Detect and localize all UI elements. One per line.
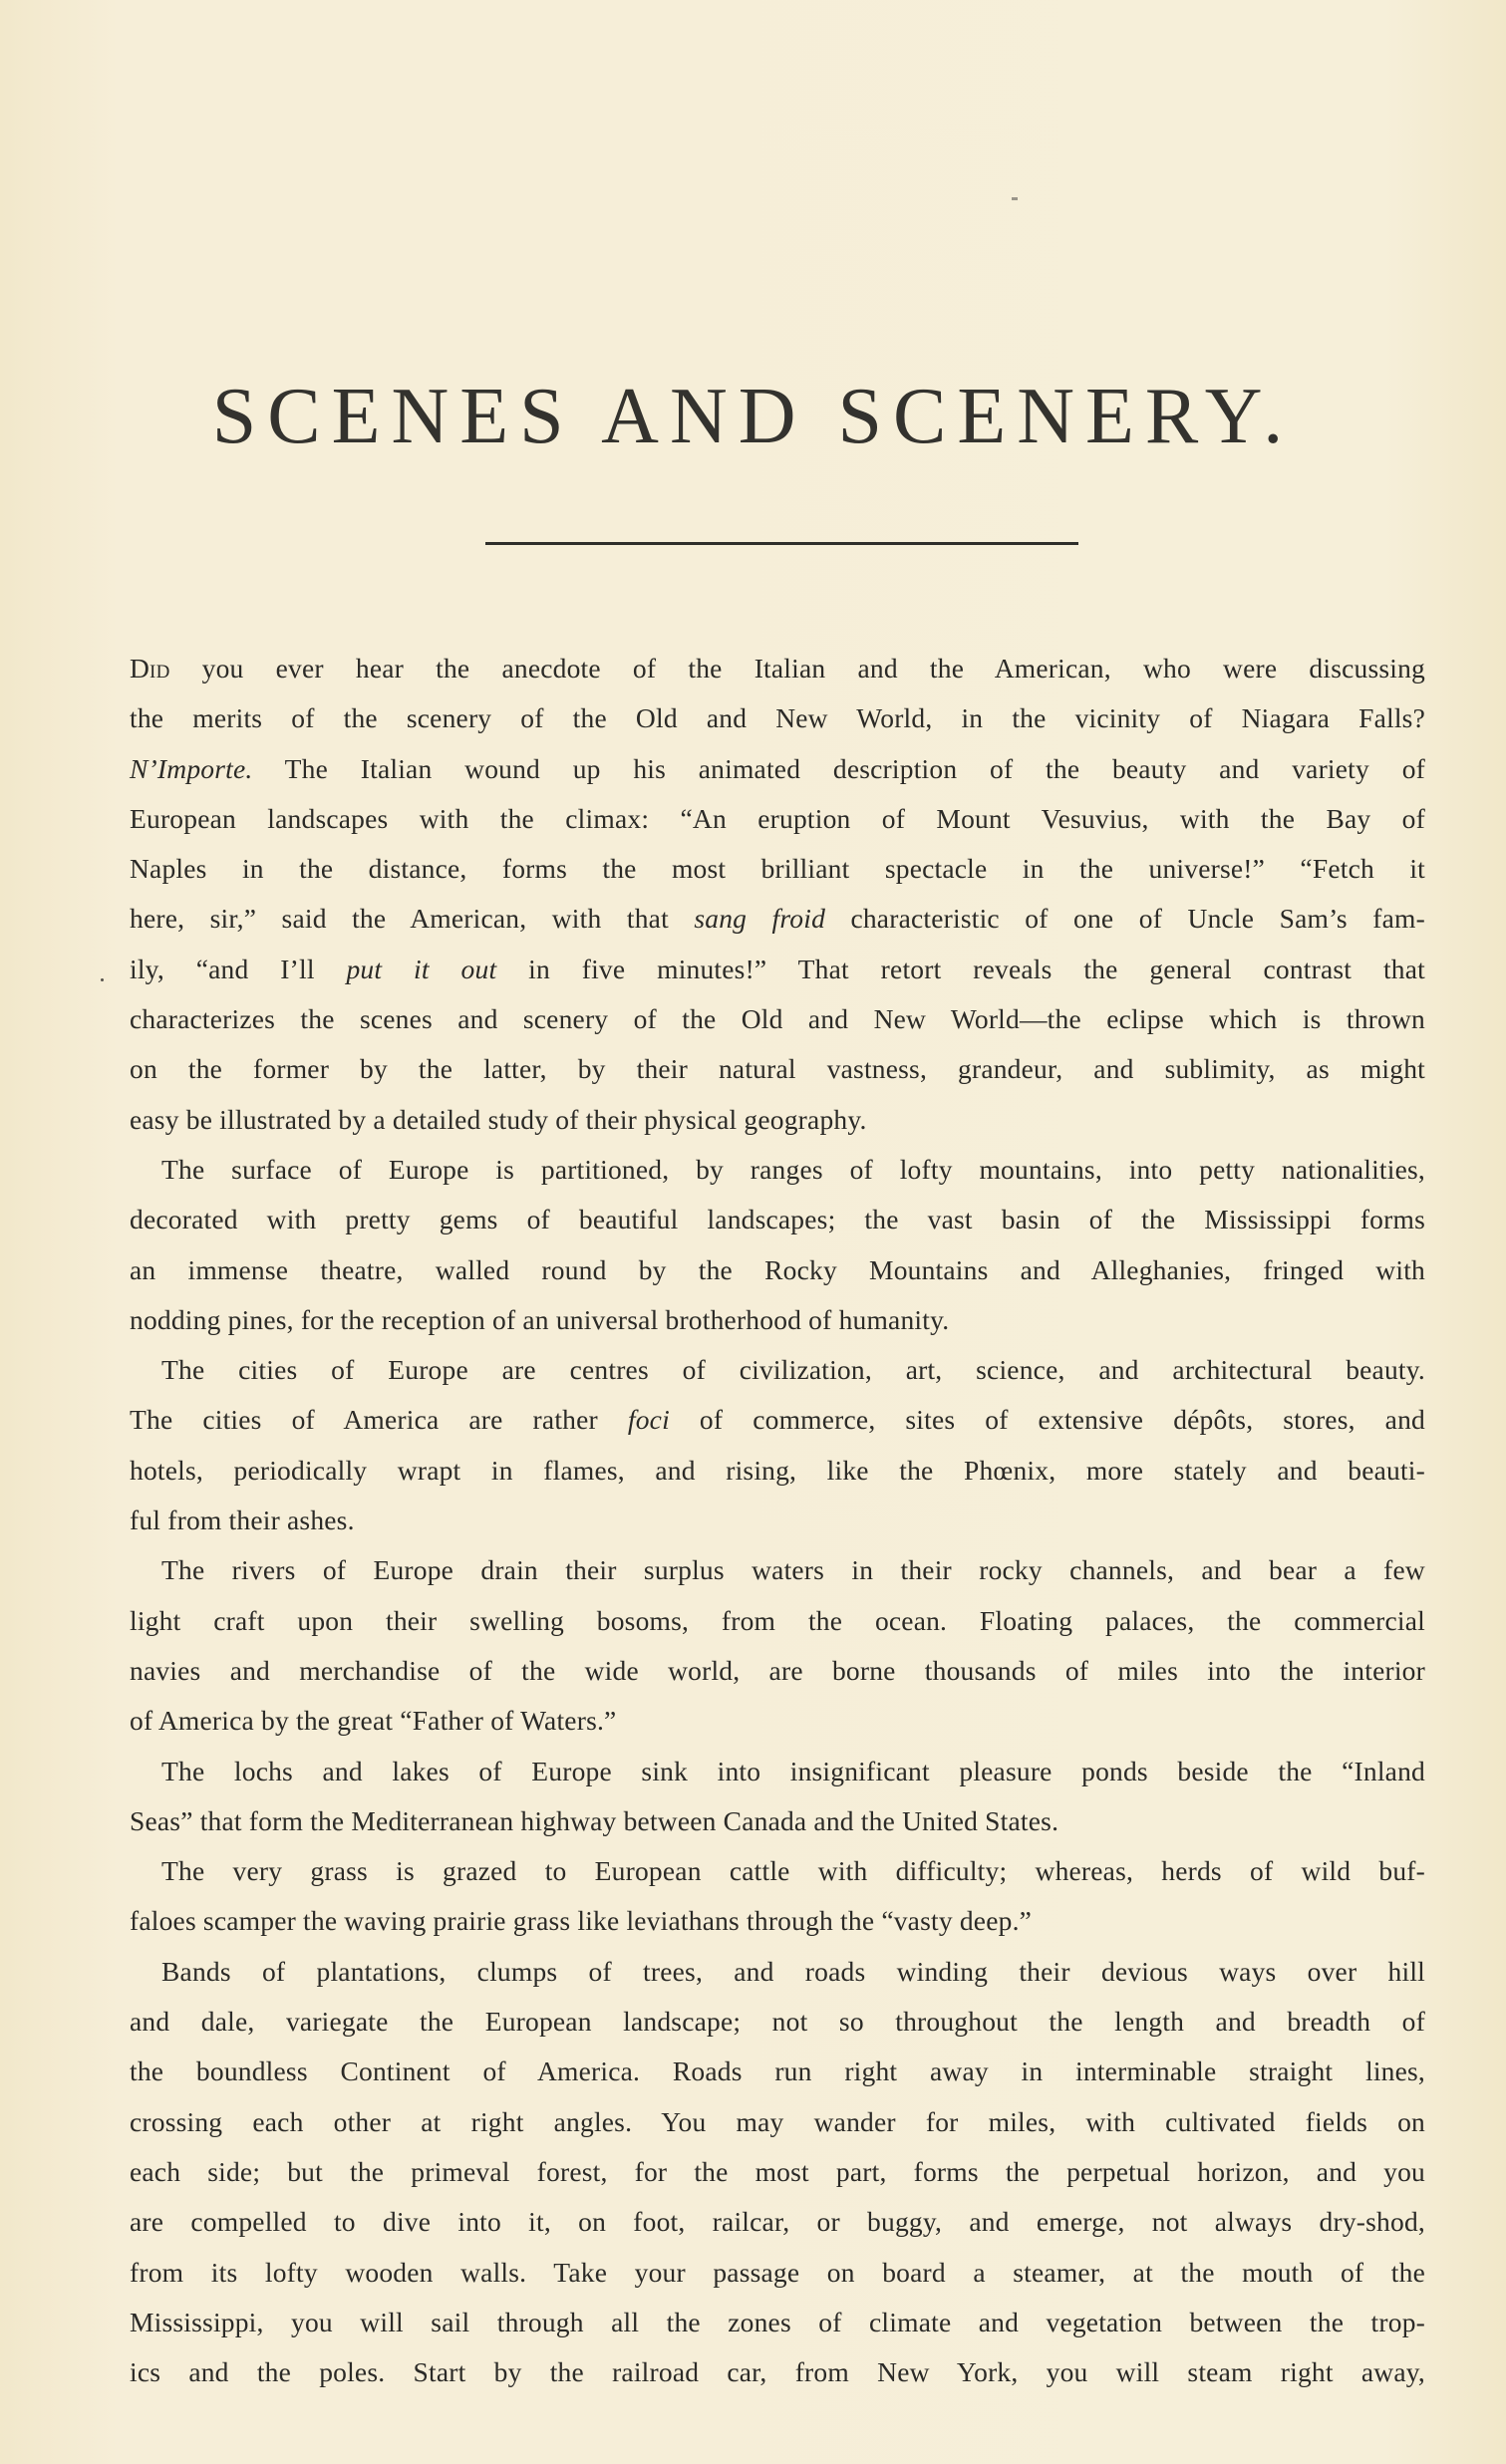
- text-line: nodding pines, for the reception of an universal brotherhood of humanity.: [130, 1303, 950, 1335]
- text-line: hotels, periodically wrapt in flames, and rising, like the Phœnix, more stately and beauti-: [130, 1454, 1425, 1486]
- text-line: and dale, variegate the European landscape; not so throughout the length and breadth of: [130, 2006, 1425, 2038]
- drop-smallcaps: Did: [130, 653, 170, 684]
- text-line: the boundless Continent of America. Roads run right away in interminable straight lines,: [130, 2055, 1425, 2087]
- text-line: The cities of Europe are centres of civilization, art, science, and architectural beauty.: [161, 1354, 1425, 1386]
- text-line: on the former by the latter, by their natural vastness, grandeur, and sublimity, as might: [130, 1053, 1425, 1085]
- text-line: Bands of plantations, clumps of trees, and roads winding their devious ways over hill: [161, 1955, 1425, 1987]
- text-line: ics and the poles. Start by the railroad car, from New York, you will steam right away,: [130, 2356, 1425, 2388]
- text-line: of America by the great “Father of Waters.”: [130, 1705, 617, 1737]
- text-line: The very grass is grazed to European cattle with difficulty; whereas, herds of wild buf-: [161, 1855, 1425, 1887]
- text-line: The lochs and lakes of Europe sink into insignificant pleasure ponds beside the “Inland: [161, 1755, 1425, 1786]
- text-line: The cities of America are rather foci of commerce, sites of extensive dépôts, stores, and: [130, 1404, 1425, 1436]
- text-line: an immense theatre, walled round by the Rocky Mountains and Alleghanies, fringed with: [130, 1253, 1425, 1285]
- text-line: decorated with pretty gems of beautiful landscapes; the vast basin of the Mississippi forms: [130, 1204, 1425, 1235]
- text-line: Did you ever hear the anecdote of the Italian and the American, who were discussing: [130, 653, 1425, 684]
- text-line: are compelled to dive into it, on foot, railcar, or buggy, and emerge, not always dry-shod,: [130, 2206, 1425, 2238]
- text-line: The surface of Europe is partitioned, by ranges of lofty mountains, into petty nationalities,: [161, 1153, 1425, 1185]
- text-line: here, sir,” said the American, with that sang froid characteristic of one of Uncle Sam’s fam-: [130, 903, 1425, 935]
- text-line: the merits of the scenery of the Old and New World, in the vicinity of Niagara Falls?: [130, 702, 1425, 734]
- text-line: Naples in the distance, forms the most brilliant spectacle in the universe!” “Fetch it: [130, 853, 1425, 885]
- title-rule: [485, 542, 1078, 545]
- text-line: light craft upon their swelling bosoms, from the ocean. Floating palaces, the commercial: [130, 1604, 1425, 1636]
- text-line: Mississippi, you will sail through all the zones of climate and vegetation between the trop-: [130, 2306, 1425, 2337]
- page-title: SCENES AND SCENERY.: [211, 373, 1295, 460]
- text-line: faloes scamper the waving prairie grass like leviathans through the “vasty deep.”: [130, 1905, 1033, 1937]
- text-line: characterizes the scenes and scenery of the Old and New World—the eclipse which is thrown: [130, 1003, 1425, 1035]
- text-line: navies and merchandise of the wide world, are borne thousands of miles into the interior: [130, 1654, 1425, 1686]
- text-line: N’Importe. The Italian wound up his animated description of the beauty and variety of: [130, 752, 1425, 784]
- text-line: European landscapes with the climax: “An eruption of Mount Vesuvius, with the Bay of: [130, 802, 1425, 834]
- text-line: The rivers of Europe drain their surplus waters in their rocky channels, and bear a few: [161, 1554, 1425, 1586]
- margin-dot: [101, 978, 104, 981]
- text-line: from its lofty wooden walls. Take your passage on board a steamer, at the mouth of the: [130, 2256, 1425, 2288]
- text-line: ful from their ashes.: [130, 1505, 355, 1536]
- body-text: [130, 644, 1425, 2397]
- text-line: Seas” that form the Mediterranean highway between Canada and the United States.: [130, 1804, 1059, 1836]
- text-line: each side; but the primeval forest, for the most part, forms the perpetual horizon, and you: [130, 2155, 1425, 2187]
- text-line: ily, “and I’ll put it out in five minutes!” That retort reveals the general contrast that: [130, 953, 1425, 984]
- text-line: crossing each other at right angles. You may wander for miles, with cultivated fields on: [130, 2105, 1425, 2137]
- page-speck: [1012, 197, 1018, 200]
- text-line: easy be illustrated by a detailed study of their physical geography.: [130, 1103, 867, 1135]
